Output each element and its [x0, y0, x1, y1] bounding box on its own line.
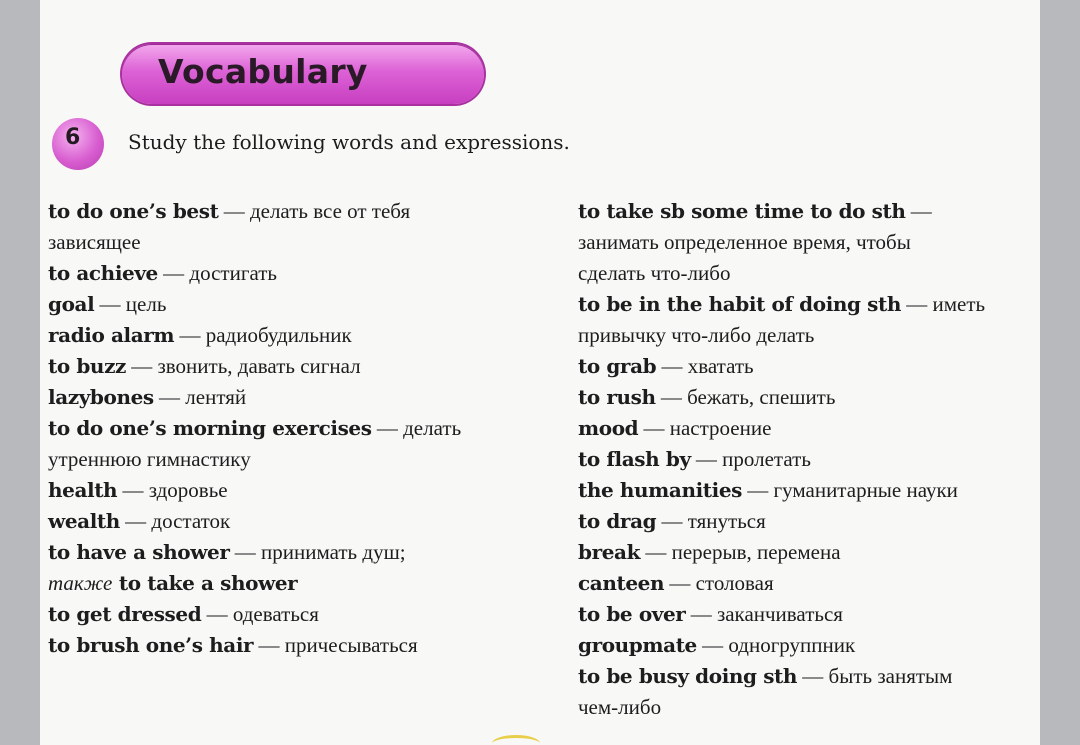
vocabulary-term: to be in the habit of doing sth — [578, 292, 902, 316]
vocabulary-line — [48, 258, 548, 289]
vocabulary-term: mood — [578, 416, 639, 440]
translation: — достаток — [119, 509, 231, 533]
vocabulary-term: to rush — [578, 385, 656, 409]
vocabulary-term: to do one’s morning exercises — [48, 416, 372, 440]
vocabulary-line — [48, 506, 548, 537]
vocabulary-line — [48, 227, 548, 258]
translation: — радиобудильник — [174, 323, 352, 347]
vocabulary-term: to be over — [578, 602, 686, 626]
vocabulary-term: groupmate — [578, 633, 697, 657]
translation: — перерыв, перемена — [640, 540, 841, 564]
vocabulary-line — [578, 506, 1038, 537]
translation: — заканчиваться — [685, 602, 843, 626]
vocabulary-line — [48, 413, 548, 444]
vocabulary-line — [48, 351, 548, 382]
vocabulary-line — [578, 537, 1038, 568]
translation: — причесываться — [253, 633, 418, 657]
translation: — пролетать — [690, 447, 811, 471]
translation: — лентяй — [153, 385, 247, 409]
vocabulary-line — [48, 320, 548, 351]
vocabulary-line — [578, 196, 1038, 227]
translation: — хватать — [656, 354, 754, 378]
translation: — звонить, давать сигнал — [125, 354, 361, 378]
vocabulary-list-left — [48, 196, 548, 661]
textbook-page — [40, 0, 1040, 745]
vocabulary-term: to have a shower — [48, 540, 230, 564]
vocabulary-line — [48, 599, 548, 630]
translation: — столовая — [664, 571, 774, 595]
translation: привычку что-либо делать — [578, 323, 815, 347]
translation: — настроение — [638, 416, 772, 440]
vocabulary-line — [48, 568, 548, 599]
vocabulary-line — [578, 413, 1038, 444]
translation: — принимать душ; — [229, 540, 406, 564]
vocabulary-term: canteen — [578, 571, 665, 595]
vocabulary-line — [48, 475, 548, 506]
translation: — делать все от тебя — [218, 199, 411, 223]
translation: — гуманитарные науки — [742, 478, 958, 502]
translation: — достигать — [157, 261, 277, 285]
vocabulary-line — [578, 661, 1038, 692]
vocabulary-term: to do one’s best — [48, 199, 219, 223]
translation: — иметь — [901, 292, 986, 316]
vocabulary-line — [48, 630, 548, 661]
exercise-number: 6 — [65, 125, 81, 150]
vocabulary-term: to grab — [578, 354, 657, 378]
vocabulary-term: to brush one’s hair — [48, 633, 254, 657]
vocabulary-line — [578, 382, 1038, 413]
italic-note: также — [48, 571, 113, 595]
translation: — здоровье — [117, 478, 228, 502]
vocabulary-term: goal — [48, 292, 95, 316]
translation: — — [905, 199, 932, 223]
vocabulary-line — [578, 320, 1038, 351]
vocabulary-line — [48, 289, 548, 320]
decorative-stroke — [492, 735, 540, 745]
translation: — быть занятым — [797, 664, 953, 688]
vocabulary-line — [48, 537, 548, 568]
vocabulary-line — [578, 227, 1038, 258]
vocabulary-term: to get dressed — [48, 602, 202, 626]
translation: утреннюю гимнастику — [48, 447, 251, 471]
translation: — бежать, спешить — [655, 385, 836, 409]
translation: — делать — [371, 416, 462, 440]
translation: сделать что-либо — [578, 261, 731, 285]
vocabulary-line — [578, 630, 1038, 661]
translation: — тянуться — [656, 509, 766, 533]
vocabulary-term: radio alarm — [48, 323, 175, 347]
vocabulary-line — [578, 351, 1038, 382]
translation: занимать определенное время, чтобы — [578, 230, 911, 254]
translation: — одеваться — [201, 602, 319, 626]
section-title: Vocabulary — [158, 52, 368, 91]
vocabulary-term: to flash by — [578, 447, 691, 471]
vocabulary-line — [578, 258, 1038, 289]
translation: — цель — [94, 292, 167, 316]
vocabulary-line — [578, 475, 1038, 506]
vocabulary-line — [48, 444, 548, 475]
vocabulary-line — [578, 692, 1038, 723]
vocabulary-line — [578, 289, 1038, 320]
vocabulary-line — [578, 599, 1038, 630]
vocabulary-term: to take sb some time to do sth — [578, 199, 906, 223]
vocabulary-term: the humanities — [578, 478, 743, 502]
vocabulary-line — [578, 568, 1038, 599]
vocabulary-line — [48, 196, 548, 227]
vocabulary-line — [578, 444, 1038, 475]
vocabulary-term: health — [48, 478, 118, 502]
vocabulary-term: break — [578, 540, 641, 564]
vocabulary-list-right — [578, 196, 1038, 723]
vocabulary-term: to drag — [578, 509, 657, 533]
translation: зависящее — [48, 230, 141, 254]
translation: чем-либо — [578, 695, 662, 719]
vocabulary-term: to achieve — [48, 261, 158, 285]
vocabulary-term: lazybones — [48, 385, 154, 409]
vocabulary-term: wealth — [48, 509, 120, 533]
vocabulary-line — [48, 382, 548, 413]
vocabulary-term: to buzz — [48, 354, 126, 378]
translation: — одногруппник — [696, 633, 856, 657]
vocabulary-term: to take a shower — [112, 571, 298, 595]
exercise-instruction: Study the following words and expressions. — [128, 130, 570, 154]
vocabulary-term: to be busy doing sth — [578, 664, 798, 688]
